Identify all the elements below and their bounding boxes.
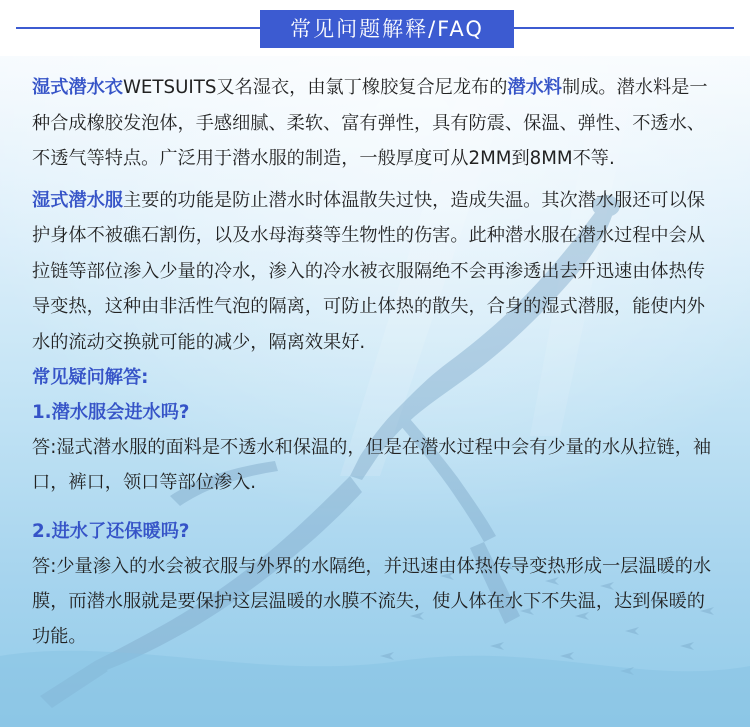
faq-label: 常见疑问解答: (32, 367, 149, 388)
function-text: 主要的功能是防止潜水时体温散失过快，造成失温。其次潜水服还可以保护身体不被礁石割伤，以及水母海葵等生物性的伤害。此种潜水服在潜水过程中会从拉链等部位渗入少量的冷水，渗入的冷水被衣服隔绝不会再渗透出去开迅速由体热传导变热，这种由非活性气泡的隔离，可防止体热的散失，合身的湿式潜服，能使内外水的流动交换就可能的减少，隔离效果好. (32, 189, 705, 353)
faq-content (32, 70, 722, 654)
keyword-wetsuit: 湿式潜水衣 (32, 77, 123, 98)
faq-question-1: 1.潜水服会进水吗? (32, 402, 190, 423)
intro-text-a: WETSUITS又名湿衣，由氯丁橡胶复合尼龙布的 (122, 77, 508, 98)
keyword-wet-diving-suit: 湿式潜水服 (32, 189, 123, 211)
header-divider-left (16, 27, 260, 29)
header-divider-right (514, 27, 734, 29)
keyword-diving-material: 潜水料 (507, 77, 562, 98)
intro-paragraph-material (32, 70, 722, 177)
spacer (32, 500, 722, 515)
intro-paragraph-function (32, 183, 722, 361)
faq-question-2: 2.进水了还保暖吗? (32, 521, 190, 542)
section-header (0, 0, 750, 56)
section-title: 常见问题解释/FAQ (260, 10, 514, 48)
faq-answer-2: 答:少量渗入的水会被衣服与外界的水隔绝，并迅速由体热传导变热形成一层温暖的水膜，而潜水服就是要保护这层温暖的水膜不流失，使人体在水下不失温，达到保暖的功能。 (32, 556, 712, 647)
intro-text-b: 制成。潜水料是一种合成橡胶发泡体，手感细腻、柔软、富有弹性，具有防震、保温、弹性、不透水、不透气等特点。广泛用于潜水服的制造，一般厚度可从2MM到8MM不等. (32, 77, 708, 169)
faq-answer-1: 答:湿式潜水服的面料是不透水和保温的，但是在潜水过程中会有少量的水从拉链，袖口，裤口，领口等部位渗入. (32, 437, 712, 493)
